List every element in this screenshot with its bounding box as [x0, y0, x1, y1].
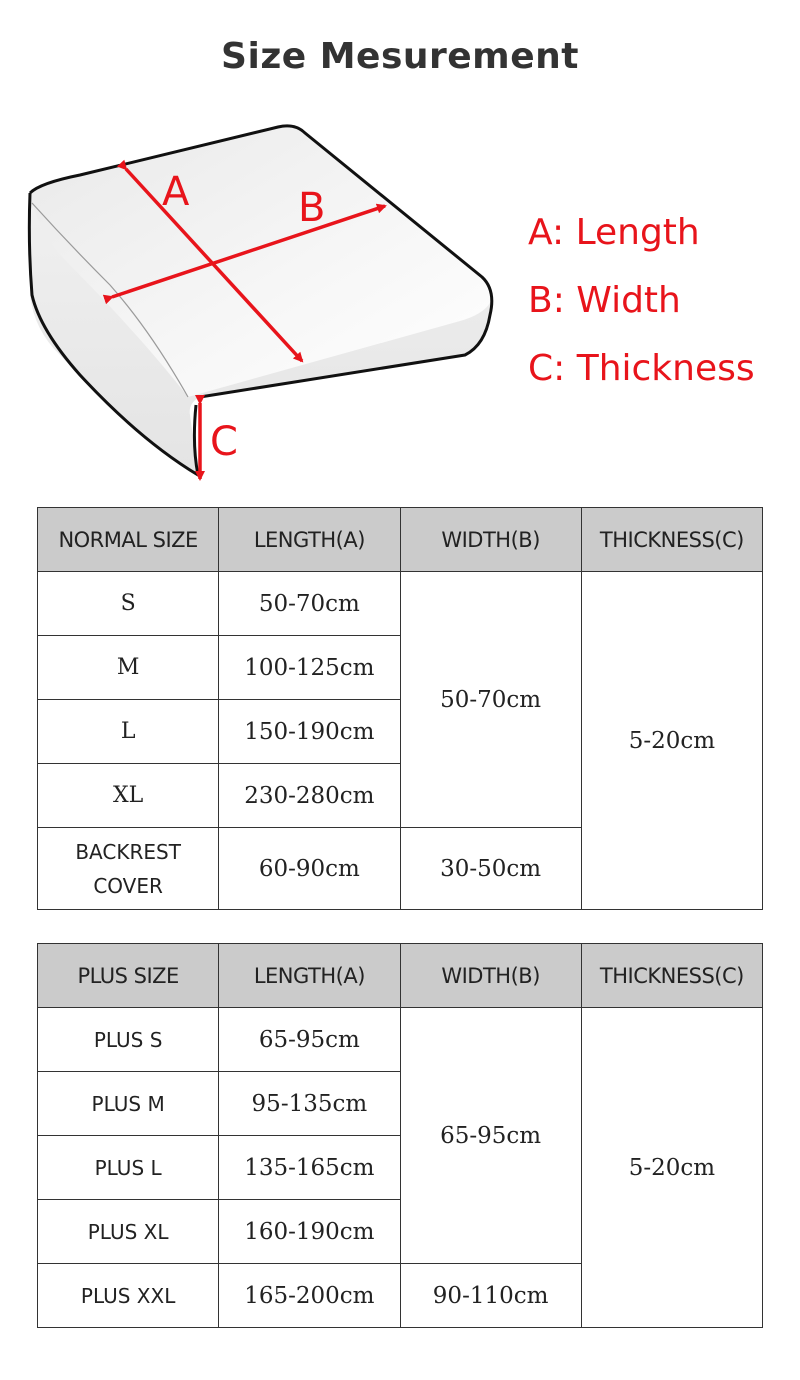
legend-width: B: Width [528, 280, 681, 321]
normal-size-table [37, 507, 763, 910]
length-cell: 160-190cm [219, 1200, 400, 1264]
size-cell: PLUS M [38, 1072, 219, 1136]
plus-size-table [37, 943, 763, 1328]
table-header-row [38, 944, 763, 1008]
header-length: LENGTH(A) [219, 508, 400, 572]
length-cell: 135-165cm [219, 1136, 400, 1200]
label-a: A [162, 169, 190, 215]
width-cell: 90-110cm [400, 1264, 581, 1328]
table-header-row [38, 508, 763, 572]
size-cell: PLUS XL [38, 1200, 219, 1264]
legend-length: A: Length [528, 212, 700, 253]
header-size: NORMAL SIZE [38, 508, 219, 572]
size-cell: PLUS S [38, 1008, 219, 1072]
size-cell: S [38, 572, 219, 636]
size-cell: L [38, 700, 219, 764]
size-cell [38, 828, 219, 910]
width-cell-shared: 50-70cm [400, 572, 581, 828]
length-cell: 65-95cm [219, 1008, 400, 1072]
header-length: LENGTH(A) [219, 944, 400, 1008]
length-cell: 165-200cm [219, 1264, 400, 1328]
dimension-legend [528, 205, 755, 409]
size-line-2: COVER [93, 873, 163, 898]
header-width: WIDTH(B) [400, 944, 581, 1008]
length-cell: 60-90cm [219, 828, 400, 910]
header-width: WIDTH(B) [400, 508, 581, 572]
thickness-cell-shared: 5-20cm [581, 572, 762, 910]
header-thickness: THICKNESS(C) [581, 944, 762, 1008]
length-cell: 100-125cm [219, 636, 400, 700]
width-cell-shared: 65-95cm [400, 1008, 581, 1264]
label-b: B [298, 185, 326, 231]
page-title: Size Mesurement [221, 36, 579, 77]
size-cell: PLUS XXL [38, 1264, 219, 1328]
cushion-diagram [20, 115, 500, 490]
header-size: PLUS SIZE [38, 944, 219, 1008]
size-line-1: BACKREST [75, 839, 181, 864]
size-cell: PLUS L [38, 1136, 219, 1200]
length-cell: 150-190cm [219, 700, 400, 764]
width-cell: 30-50cm [400, 828, 581, 910]
length-cell: 50-70cm [219, 572, 400, 636]
thickness-cell-shared: 5-20cm [581, 1008, 762, 1328]
header-thickness: THICKNESS(C) [581, 508, 762, 572]
label-c: C [210, 419, 238, 465]
length-cell: 95-135cm [219, 1072, 400, 1136]
table-row [38, 1008, 763, 1072]
cushion-shape [29, 126, 491, 475]
length-cell: 230-280cm [219, 764, 400, 828]
size-cell: XL [38, 764, 219, 828]
table-row [38, 572, 763, 636]
size-cell: M [38, 636, 219, 700]
legend-thickness: C: Thickness [528, 348, 755, 389]
